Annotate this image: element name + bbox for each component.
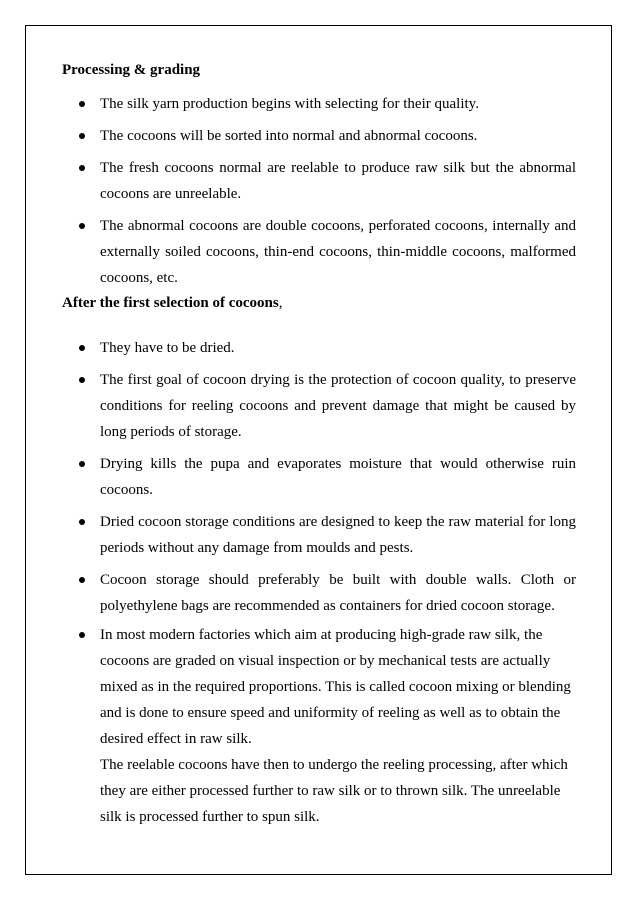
bullet-icon — [79, 461, 85, 467]
list-item: The fresh cocoons normal are reelable to produce raw silk but the abnormal cocoons are unreelable. — [0, 155, 638, 207]
grading-bullet-list — [0, 622, 638, 836]
bullet-icon — [79, 632, 85, 638]
list-item: The cocoons will be sorted into normal and abnormal cocoons. — [0, 123, 638, 149]
list-item: The first goal of cocoon drying is the protection of cocoon quality, to preserve conditions for reeling cocoons and prevent damage that might be caused by long periods of storage. — [0, 367, 638, 445]
list-item: Dried cocoon storage conditions are designed to keep the raw material for long periods without any damage from moulds and pests. — [0, 509, 638, 561]
bullet-icon — [79, 133, 85, 139]
list-item: The silk yarn production begins with selecting for their quality. — [0, 91, 638, 117]
reeling-paragraph: The reelable cocoons have then to undergo the reeling processing, after which they are either processed further to raw silk or to thrown silk. The unreelable silk is processed further to spun silk. — [100, 757, 568, 825]
drying-bullet-list — [0, 335, 638, 625]
mixing-paragraph: In most modern factories which aim at producing high-grade raw silk, the cocoons are graded on visual inspection or by mechanical tests are actually mixed as in the required proportions. This is called cocoon mixing or blending and is done to ensure speed and uniformity of reeling as well as to obtain the desired effect in raw silk. — [100, 627, 571, 747]
bullet-icon — [79, 377, 85, 383]
bullet-icon — [79, 345, 85, 351]
bullet-icon — [79, 577, 85, 583]
bullet-icon — [79, 101, 85, 107]
heading-after-first-selection: After the first selection of cocoons, — [62, 295, 283, 311]
list-item — [0, 622, 638, 830]
list-item: The abnormal cocoons are double cocoons, perforated cocoons, internally and externally soiled cocoons, thin-end cocoons, thin-middle cocoons, malformed cocoons, etc. — [0, 213, 638, 291]
list-item: Cocoon storage should preferably be built with double walls. Cloth or polyethylene bags are recommended as containers for dried cocoon storage. — [0, 567, 638, 619]
heading-processing-grading: Processing & grading — [62, 62, 201, 78]
list-item: Drying kills the pupa and evaporates moisture that would otherwise ruin cocoons. — [0, 451, 638, 503]
bullet-icon — [79, 519, 85, 525]
processing-bullet-list — [0, 91, 638, 297]
bullet-icon — [79, 223, 85, 229]
list-item: They have to be dried. — [0, 335, 638, 361]
bullet-icon — [79, 165, 85, 171]
